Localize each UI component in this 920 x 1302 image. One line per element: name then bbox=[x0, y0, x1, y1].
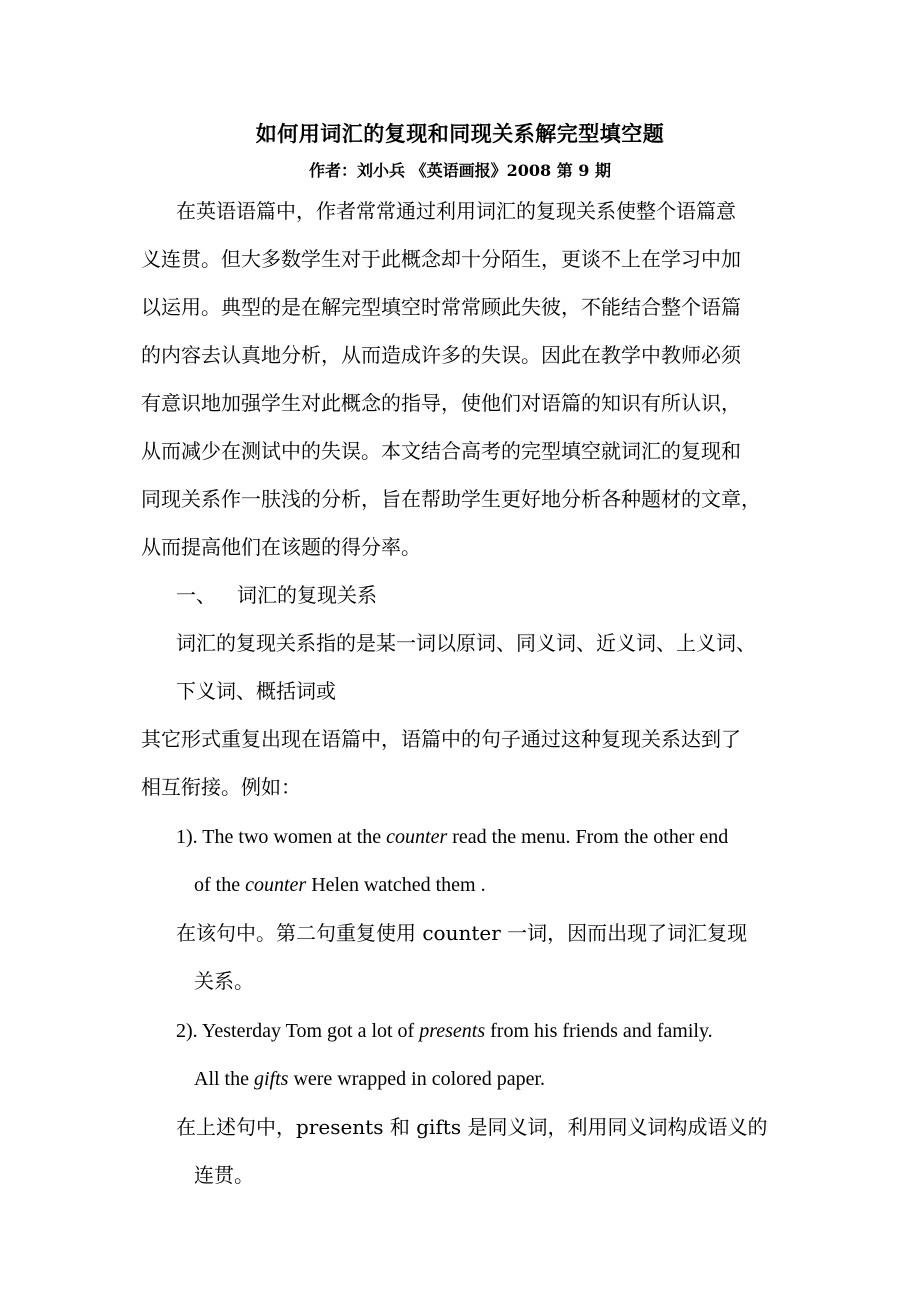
example-1-line-2 bbox=[194, 870, 486, 900]
explanation-2-line-2: 连贯。 bbox=[194, 1163, 254, 1187]
example-1-line-1 bbox=[176, 822, 728, 852]
example-keyword: gifts bbox=[254, 1068, 289, 1090]
example-2-line-1 bbox=[176, 1016, 713, 1046]
example-text: 1). The two women at the bbox=[176, 826, 387, 848]
example-keyword: counter bbox=[386, 826, 448, 848]
explanation-1-line-2: 关系。 bbox=[194, 969, 254, 993]
document-title: 如何用词汇的复现和同现关系解完型填空题 bbox=[255, 121, 665, 146]
definition-line: 下义词、概括词或 bbox=[176, 679, 336, 703]
explanation-1-line-1: 在该句中。第二句重复使用 counter 一词，因而出现了词汇复现 bbox=[176, 921, 748, 945]
intro-line: 有意识地加强学生对此概念的指导，使他们对语篇的知识有所认识， bbox=[141, 391, 741, 415]
example-text: All the bbox=[194, 1068, 254, 1090]
definition-line: 其它形式重复出现在语篇中，语篇中的句子通过这种复现关系达到了 bbox=[141, 727, 741, 751]
explanation-2-line-1: 在上述句中，presents 和 gifts 是同义词，利用同义词构成语义的 bbox=[176, 1115, 768, 1139]
example-text: Helen watched them . bbox=[306, 874, 486, 896]
section-number: 一、 bbox=[176, 583, 216, 607]
intro-line: 以运用。典型的是在解完型填空时常常顾此失彼，不能结合整个语篇 bbox=[141, 295, 741, 319]
definition-line: 词汇的复现关系指的是某一词以原词、同义词、近义词、上义词、 bbox=[176, 631, 756, 655]
intro-line: 在英语语篇中，作者常常通过利用词汇的复现关系使整个语篇意 bbox=[176, 199, 736, 223]
example-2-line-2 bbox=[194, 1064, 545, 1094]
example-text: read the menu. From the other end bbox=[447, 826, 729, 848]
document-byline: 作者：刘小兵 《英语画报》2008 第 9 期 bbox=[309, 161, 611, 180]
intro-line: 从而减少在测试中的失误。本文结合高考的完型填空就词汇的复现和 bbox=[141, 439, 741, 463]
example-text: from his friends and family. bbox=[485, 1020, 713, 1042]
example-keyword: presents bbox=[419, 1020, 486, 1042]
intro-line: 的内容去认真地分析，从而造成许多的失误。因此在教学中教师必须 bbox=[141, 343, 741, 367]
intro-line: 从而提高他们在该题的得分率。 bbox=[141, 535, 421, 559]
section-heading: 词汇的复现关系 bbox=[237, 583, 377, 607]
example-text: of the bbox=[194, 874, 246, 896]
example-keyword: counter bbox=[245, 874, 307, 896]
example-text: were wrapped in colored paper. bbox=[288, 1068, 546, 1090]
example-text: 2). Yesterday Tom got a lot of bbox=[176, 1020, 420, 1042]
intro-line: 义连贯。但大多数学生对于此概念却十分陌生，更谈不上在学习中加 bbox=[141, 247, 741, 271]
definition-line: 相互衔接。例如： bbox=[141, 775, 301, 799]
intro-line: 同现关系作一肤浅的分析，旨在帮助学生更好地分析各种题材的文章， bbox=[141, 487, 761, 511]
